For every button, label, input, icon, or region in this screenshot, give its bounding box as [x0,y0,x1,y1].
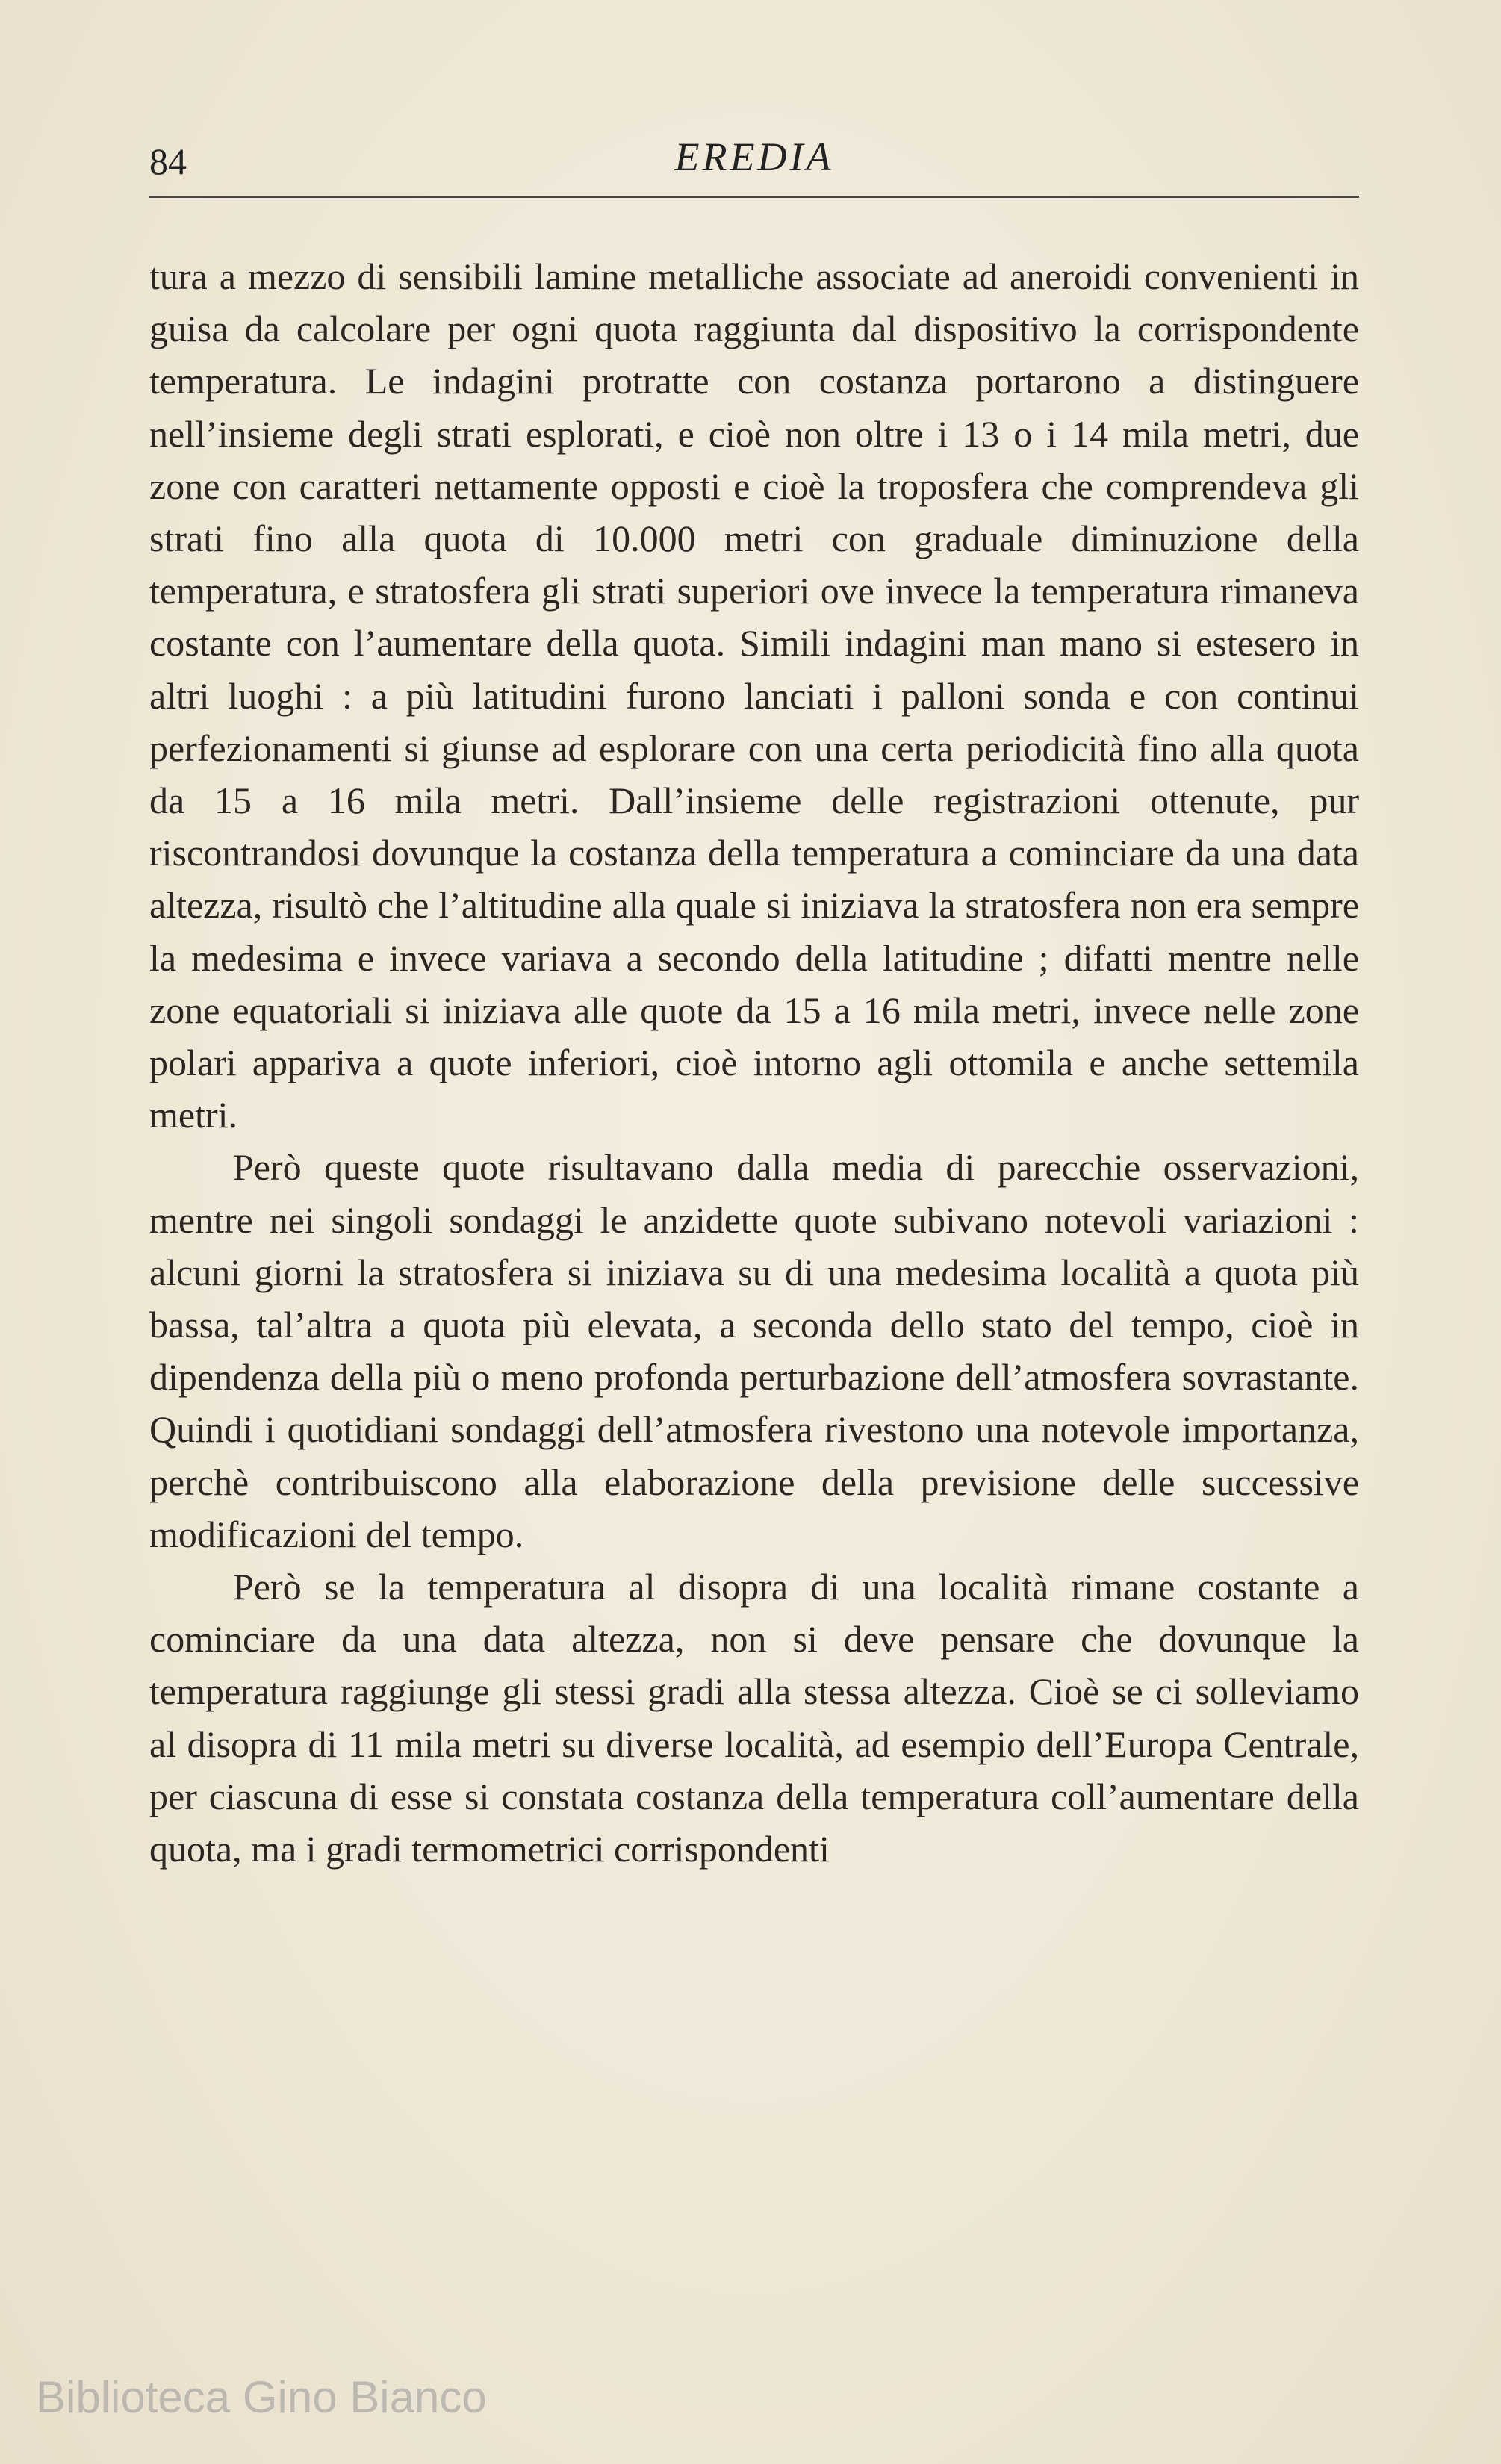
paragraph-2: Però queste quote risultavano dalla media di parecchie osservazioni, mentre nei singoli sondaggi le anzidette quote subivano notevoli variazioni : alcuni giorni la stratosfera si iniziava su di una medesima località a quota più bassa, tal’altra a quota più elevata, a seconda dello stato del tempo, cioè in dipendenza della più o meno profonda perturbazione dell’atmosfera sovrastante. Quindi i quotidiani sondaggi dell’atmosfera rivestono una notevole importanza, perchè contribuiscono alla elaborazione della previsione delle successive modificazioni del tempo. [149,1146,1359,1555]
header-rule [149,196,1359,198]
body-text [149,250,1359,1875]
paragraph-1: tura a mezzo di sensibili lamine metalliche associate ad aneroidi convenienti in guisa da calcolare per ogni quota raggiunta dal dispositivo la corrispondente temperatura. Le indagini protratte con costanza portarono a distinguere nell’insieme degli strati esplorati, e cioè non oltre i 13 o i 14 mila metri, due zone con caratteri nettamente opposti e cioè la troposfera che comprendeva gli strati fino alla quota di 10.000 metri con graduale diminuzione della temperatura, e stratosfera gli strati superiori ove invece la temperatura rimaneva costante con l’aumentare della quota. Simili indagini man mano si estesero in altri luoghi : a più latitudini furono lanciati i palloni sonda e con continui perfezionamenti si giunse ad esplorare con una certa periodicità fino alla quota da 15 a 16 mila metri. Dall’insieme delle registrazioni ottenute, pur riscontrandosi dovunque la costanza della temperatura a cominciare da una data altezza, risultò che l’altitudine alla quale si iniziava la stratosfera non era sempre la medesima e invece variava a secondo della latitudine ; difatti mentre nelle zone equatoriali si iniziava alle quote da 15 a 16 mila metri, invece nelle zone polari appariva a quote inferiori, cioè intorno agli ottomila e anche settemila metri. [149,255,1359,1136]
paragraph-3: Però se la temperatura al disopra di una località rimane costante a cominciare da una data altezza, non si deve pensare che dovunque la temperatura raggiunge gli stessi gradi alla stessa altezza. Cioè se ci solleviamo al disopra di 11 mila metri su diverse località, ad esempio dell’Europa Centrale, per ciascuna di esse si constata costanza della temperatura coll’aumentare della quota, ma i gradi termometrici corrispondenti [149,1566,1359,1870]
page-header [149,131,1359,198]
running-title: EREDIA [674,134,834,179]
page-number: 84 [149,140,187,182]
library-watermark: Biblioteca Gino Bianco [36,2372,487,2422]
